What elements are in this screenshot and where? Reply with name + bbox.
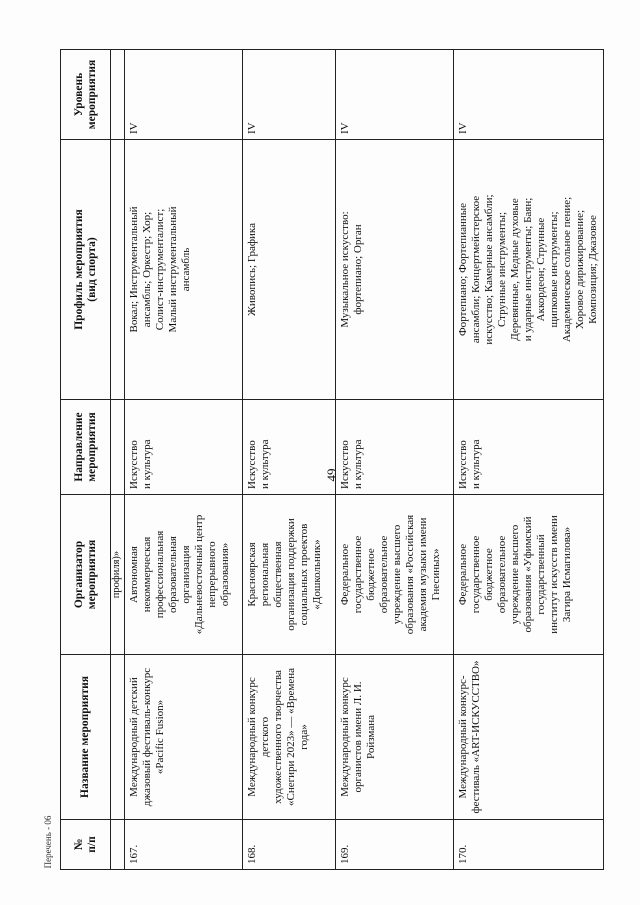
events-table (60, 49, 604, 870)
page-number: 49 (324, 468, 339, 482)
row-profile: Вокал; Инструментальный ансамбль; Оркестр; Хор; Солист-инструменталист; Малый инструментальный ансамбль (125, 140, 243, 400)
row-organizer: Красноярская региональная общественная организация поддержки социальных проектов «Дошкольник» (243, 495, 336, 655)
row-num: 167. (125, 820, 243, 870)
page-footer: Перечень - 06 (43, 815, 53, 869)
continuation-organizer: профиля)» (111, 495, 125, 655)
events-table-container (60, 50, 599, 870)
row-num: 169. (336, 820, 454, 870)
continuation-row (111, 50, 125, 870)
header-num: № п/п (61, 820, 111, 870)
header-name: Название мероприятия (61, 655, 111, 820)
row-profile: Музыкальное искусство: фортепиано; Орган (336, 140, 454, 400)
row-profile: Фортепиано; Фортепианные ансамбли; Концертмейстерское искусство; Камерные ансамбли; Струнные инструменты; Деревянные, Медные духовые и ударные инструменты; Баян; Аккордеон; Струнные щипковые инструменты; Академическое сольное пение; Хоровое дирижирование; Композиция; Джазовое (454, 140, 604, 400)
row-direction: Искусство и культура (125, 400, 243, 495)
row-direction: Искусство и культура (454, 400, 604, 495)
row-level: IV (336, 50, 454, 140)
row-organizer: Автономная некоммерческая профессиональная образовательная организация «Дальневосточный центр непрерывного образования» (125, 495, 243, 655)
header-organizer: Организатор мероприятия (61, 495, 111, 655)
table-row (454, 50, 604, 870)
header-profile: Профиль мероприятия (вид спорта) (61, 140, 111, 400)
row-num: 168. (243, 820, 336, 870)
header-direction: Направление мероприятия (61, 400, 111, 495)
row-organizer: Федеральное государственное бюджетное образовательное учреждение высшего образования «Российская академия музыки имени Гнесиных» (336, 495, 454, 655)
row-level: IV (125, 50, 243, 140)
row-direction: Искусство и культура (336, 400, 454, 495)
row-name: Международный детский джазовый фестиваль-конкурс «Pacific Fusion» (125, 655, 243, 820)
table-row (243, 50, 336, 870)
row-profile: Живопись; Графика (243, 140, 336, 400)
table-row (125, 50, 243, 870)
continuation-num (111, 820, 125, 870)
table-row (336, 50, 454, 870)
continuation-level (111, 50, 125, 140)
row-direction: Искусство и культура (243, 400, 336, 495)
continuation-profile (111, 140, 125, 400)
table-header-row (61, 50, 111, 870)
row-level: IV (243, 50, 336, 140)
continuation-name (111, 655, 125, 820)
row-name: Международный конкурс- фестиваль «ART-ИСКУССТВО» (454, 655, 604, 820)
continuation-direction (111, 400, 125, 495)
row-name: Международный конкурс органистов имени Л. И. Ройзмана (336, 655, 454, 820)
row-level: IV (454, 50, 604, 140)
header-level: Уровень мероприятия (61, 50, 111, 140)
row-name: Международный конкурс детского художественного творчества «Снегири 2023» — «Времена года» (243, 655, 336, 820)
row-organizer: Федеральное государственное бюджетное образовательное учреждение высшего образования «Уфимский государственный институт искусств имени Загира Исмагилова» (454, 495, 604, 655)
row-num: 170. (454, 820, 604, 870)
